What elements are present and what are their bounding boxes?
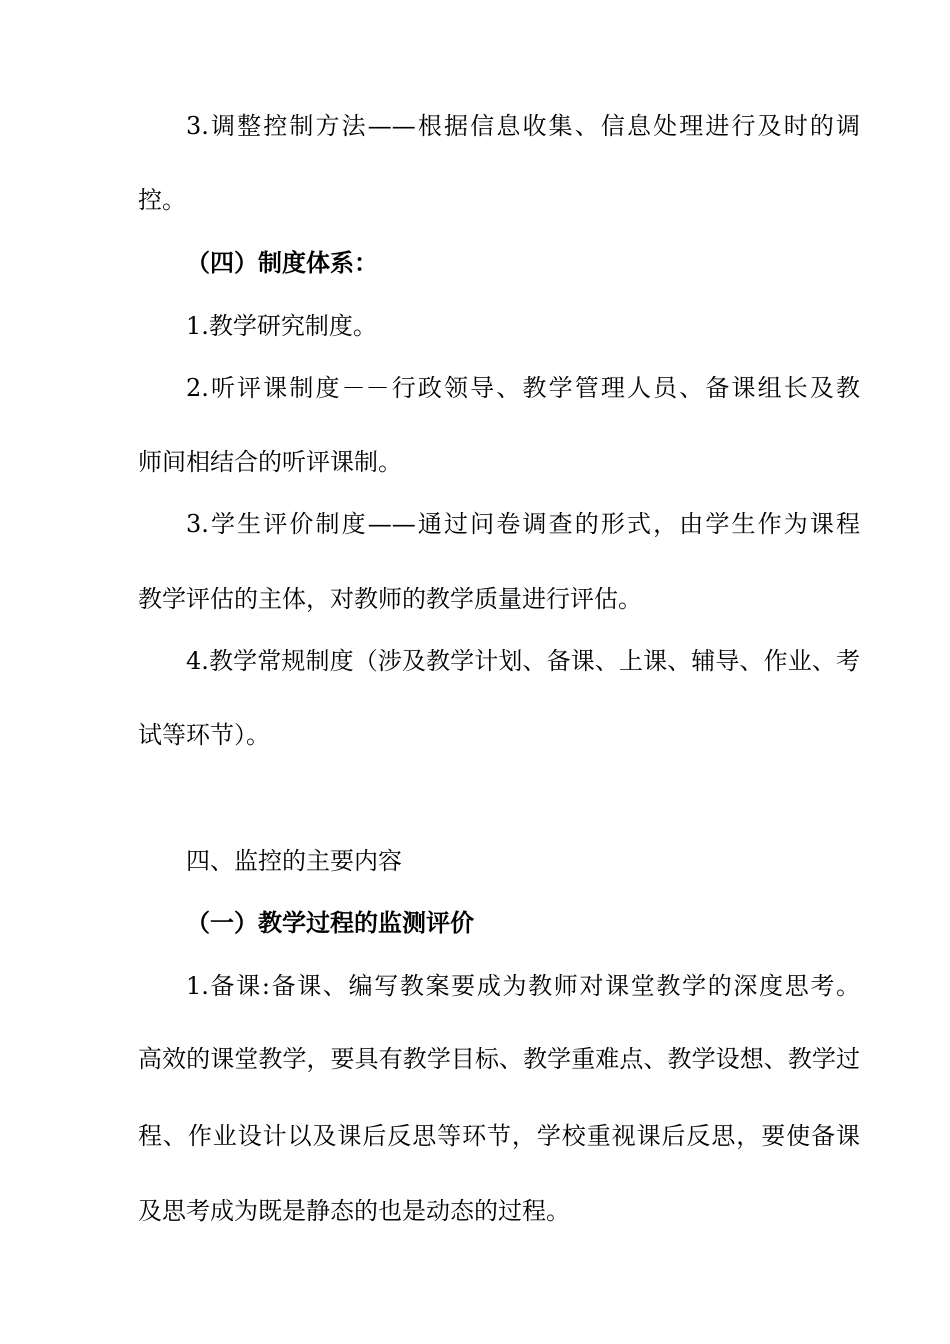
paragraph-line: 3.调整控制方法——根据信息收集、信息处理进行及时的调 (186, 112, 860, 140)
paragraph-line: 3.学生评价制度——通过问卷调查的形式，由学生作为课程 (186, 510, 860, 538)
section-subheading: （四）制度体系： (186, 249, 378, 277)
section-heading: 四、监控的主要内容 (186, 847, 402, 875)
paragraph-line: 1.备课:备课、编写教案要成为教师对课堂教学的深度思考。 (186, 972, 860, 1000)
paragraph-line: 及思考成为既是静态的也是动态的过程。 (138, 1197, 570, 1225)
paragraph-line: 1.教学研究制度。 (186, 312, 377, 340)
section-subheading: （一）教学过程的监测评价 (186, 909, 474, 937)
paragraph-line: 程、作业设计以及课后反思等环节，学校重视课后反思，要使备课 (138, 1122, 860, 1150)
paragraph-line: 师间相结合的听评课制。 (138, 448, 402, 476)
paragraph-line: 高效的课堂教学，要具有教学目标、教学重难点、教学设想、教学过 (138, 1045, 860, 1073)
paragraph-line: 4.教学常规制度（涉及教学计划、备课、上课、辅导、作业、考 (186, 647, 860, 675)
paragraph-line: 控。 (138, 186, 186, 214)
paragraph-line: 试等环节）。 (138, 721, 270, 749)
paragraph-line: 教学评估的主体，对教师的教学质量进行评估。 (138, 585, 642, 613)
paragraph-line: 2.听评课制度－－行政领导、教学管理人员、备课组长及教 (186, 374, 860, 402)
